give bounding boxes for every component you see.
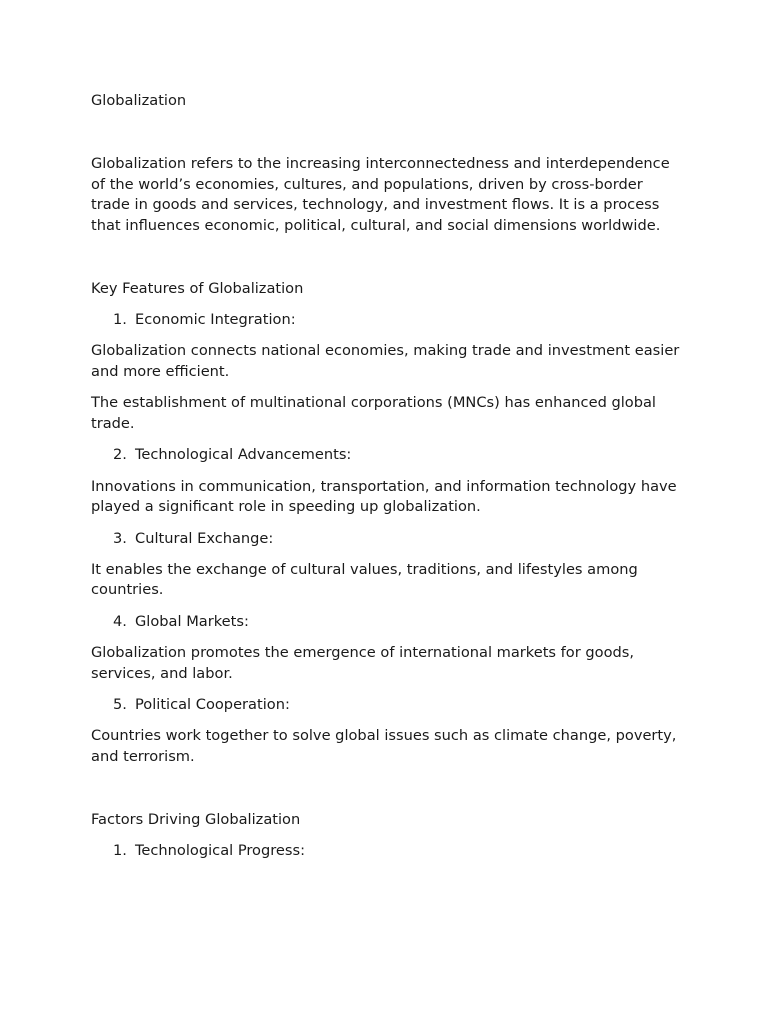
item-paragraph: It enables the exchange of cultural values, traditions, and lifestyles among countries. <box>91 560 638 599</box>
list-item-global-markets <box>91 612 681 633</box>
list-item-label: Technological Progress: <box>135 841 306 859</box>
list-item-label: Technological Advancements: <box>135 446 352 464</box>
item-paragraph: Innovations in communication, transportation, and information technology have played a significant role in speeding up globalization. <box>91 477 677 516</box>
item-paragraph: The establishment of multinational corporations (MNCs) has enhanced global trade. <box>91 394 656 433</box>
section-heading: Key Features of Globalization <box>91 279 304 297</box>
list-item-political-cooperation <box>91 695 681 716</box>
list-item-label: Economic Integration: <box>135 311 296 329</box>
item-paragraph: Countries work together to solve global issues such as climate change, poverty, and terrorism. <box>91 727 677 765</box>
list-item-economic-integration <box>91 310 681 331</box>
list-item-number: 2. <box>113 446 127 464</box>
list-item-label: Cultural Exchange: <box>135 529 274 547</box>
document-title: Globalization <box>91 92 187 109</box>
list-item-technological-progress <box>91 841 681 862</box>
list-item-number: 5. <box>113 695 127 713</box>
list-item-number: 3. <box>113 529 127 547</box>
list-item-number: 4. <box>113 612 127 630</box>
list-item-number: 1. <box>113 841 127 859</box>
section-factors-driving <box>91 810 681 862</box>
section-key-features <box>91 279 681 768</box>
list-item-label: Political Cooperation: <box>135 695 290 713</box>
list-item-cultural-exchange <box>91 529 681 550</box>
list-item-number: 1. <box>113 311 127 329</box>
item-paragraph: Globalization connects national economies, making trade and investment easier and more efficient. <box>91 342 680 381</box>
document-body <box>91 91 681 862</box>
list-item-technological-advancements <box>91 445 681 466</box>
list-item-label: Global Markets: <box>135 612 249 630</box>
item-paragraph: Globalization promotes the emergence of international markets for goods, services, and labor. <box>91 643 635 682</box>
section-heading: Factors Driving Globalization <box>91 810 301 828</box>
intro-paragraph: Globalization refers to the increasing interconnectedness and interdependence of the world’s economies, cultures, and populations, driven by cross-border trade in goods and services, technology, and investment flows. It is a process that influences economic, political, cultural, and social dimensions worldwide. <box>91 154 670 235</box>
